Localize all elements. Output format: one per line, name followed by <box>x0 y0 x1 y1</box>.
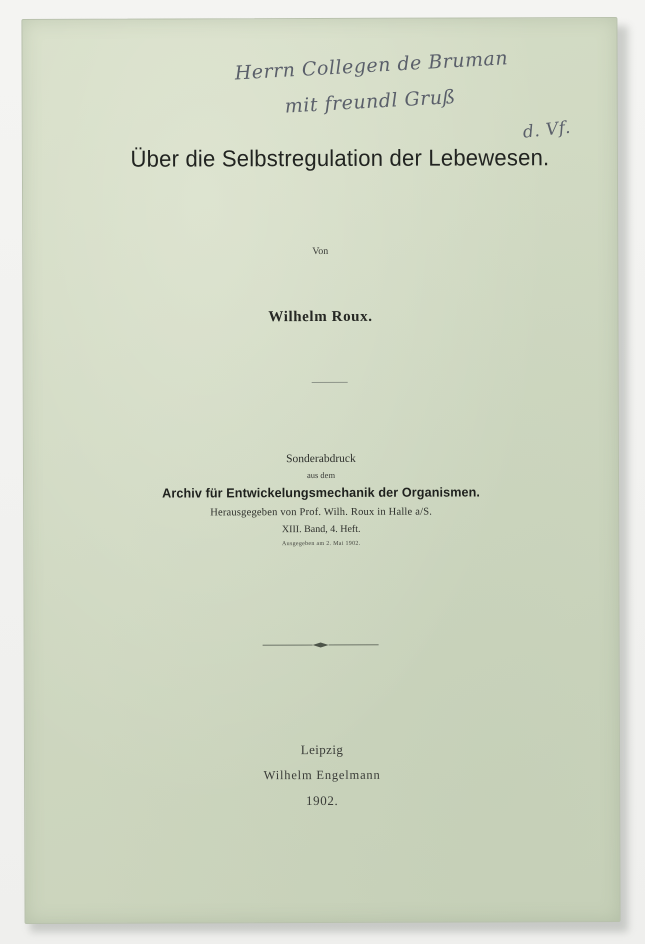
publication-year: 1902. <box>306 792 339 809</box>
author-name: Wilhelm Roux. <box>268 308 373 326</box>
volume-issue: XIII. Band, 4. Heft. <box>281 523 361 536</box>
issue-date: Ausgegeben am 2. Mai 1902. <box>282 540 361 548</box>
journal-title: Archiv für Entwickelungsmechanik der Organismen. <box>162 484 481 501</box>
pamphlet-cover <box>21 17 620 924</box>
sonderabdruck-label: Sonderabdruck <box>286 452 356 466</box>
von-label: Von <box>312 245 329 258</box>
ornamental-rule <box>261 640 381 650</box>
aus-dem-label: aus dem <box>306 469 336 481</box>
cover-title: Über die Selbstregulation der Lebewesen. <box>130 144 550 172</box>
editor-line: Herausgegeben von Prof. Wilh. Roux in Halle a/S. <box>210 506 433 519</box>
inscription-initials: d. Vf. <box>521 117 572 143</box>
short-divider-rule <box>312 382 348 383</box>
inscription-line-2: mit freundl Gruß <box>284 86 457 118</box>
publication-place: Leipzig <box>300 741 344 758</box>
publisher-name: Wilhelm Engelmann <box>263 767 381 783</box>
inscription-line-1: Herrn Collegen de Bruman <box>234 47 509 85</box>
